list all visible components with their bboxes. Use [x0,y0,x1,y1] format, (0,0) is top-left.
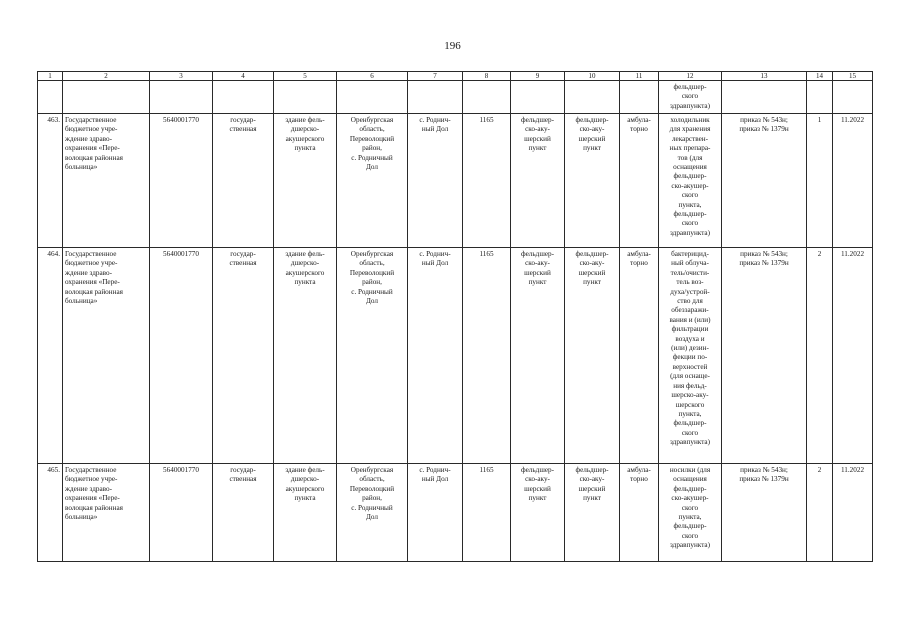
facility-type: фельдшер- ско-аку- шерский пункт [511,248,565,464]
equipment-name: носилки (для оснащения фельдшер- ско-акушер- ского пункта, фельдшер- ского здравпункта) [659,464,722,562]
facility-type-target: фельдшер- ско-аку- шерский пункт [565,464,620,562]
address: Оренбургская область, Переволоцкий район, с. Родничный Дол [337,248,408,464]
order-reference: приказ № 543н; приказ № 1379н [722,248,807,464]
care-form: амбула- торно [620,114,659,248]
row-number: 463. [38,114,63,248]
facility-type: фельдшер- ско-аку- шерский пункт [511,114,565,248]
table-row [38,464,873,562]
quantity: 2 [807,248,833,464]
ownership-form: государ- ственная [213,114,274,248]
column-number: 13 [722,72,807,81]
care-form: амбула- торно [620,464,659,562]
equipment-name: бактерицид- ный облуча- тель/очисти- тель воз- духа/устрой- ство для обеззаражи- вания и (или) фильтрации воздуха и (или) дезин- фекции по- верхностей (для оснаще- ния фельд- шерско-аку- шерского пункта, фельдшер- ского здравпункта) [659,248,722,464]
table-row [38,114,873,248]
facility-type-target: фельдшер- ско-аку- шерский пункт [565,114,620,248]
row-number: 465. [38,464,63,562]
column-number: 14 [807,72,833,81]
registry-table [37,71,873,562]
equipment-name: холодильник для хранения лекарствен- ных препара- тов (для оснащения фельдшер- ско-акушер- ского пункта, фельдшер- ского здравпункта) [659,114,722,248]
column-number: 8 [463,72,511,81]
table-row [38,248,873,464]
delivery-date: 11.2022 [833,114,873,248]
column-number: 5 [274,72,337,81]
population: 1165 [463,114,511,248]
column-number-row [38,72,873,81]
inn-value: 5640001770 [150,464,213,562]
delivery-date: 11.2022 [833,464,873,562]
order-reference: приказ № 543н; приказ № 1379н [722,464,807,562]
column-number: 2 [63,72,150,81]
organization-name: Государственное бюджетное учре- ждение здраво- охранения «Пере- волоцкая районная больница» [63,464,150,562]
quantity: 2 [807,464,833,562]
ownership-form: государ- ственная [213,248,274,464]
column-number: 6 [337,72,408,81]
page-number: 196 [444,40,461,52]
column-number: 9 [511,72,565,81]
delivery-date: 11.2022 [833,248,873,464]
column-number: 15 [833,72,873,81]
row-number: 464. [38,248,63,464]
building-type: здание фель- дшерско- акушерского пункта [274,248,337,464]
column-number: 10 [565,72,620,81]
settlement: с. Роднич- ный Дол [408,248,463,464]
address: Оренбургская область, Переволоцкий район, с. Родничный Дол [337,114,408,248]
column-number: 4 [213,72,274,81]
address: Оренбургская область, Переволоцкий район, с. Родничный Дол [337,464,408,562]
population: 1165 [463,464,511,562]
building-type: здание фель- дшерско- акушерского пункта [274,114,337,248]
equipment-continuation: фельдшер- ского здравпункта) [659,81,722,114]
quantity: 1 [807,114,833,248]
settlement: с. Роднич- ный Дол [408,114,463,248]
ownership-form: государ- ственная [213,464,274,562]
inn-value: 5640001770 [150,114,213,248]
column-number: 11 [620,72,659,81]
column-number: 7 [408,72,463,81]
population: 1165 [463,248,511,464]
organization-name: Государственное бюджетное учре- ждение здраво- охранения «Пере- волоцкая районная больница» [63,248,150,464]
care-form: амбула- торно [620,248,659,464]
facility-type: фельдшер- ско-аку- шерский пункт [511,464,565,562]
settlement: с. Роднич- ный Дол [408,464,463,562]
column-number: 3 [150,72,213,81]
column-number: 1 [38,72,63,81]
inn-value: 5640001770 [150,248,213,464]
continuation-row [38,81,873,114]
column-number: 12 [659,72,722,81]
facility-type-target: фельдшер- ско-аку- шерский пункт [565,248,620,464]
organization-name: Государственное бюджетное учре- ждение здраво- охранения «Пере- волоцкая районная больница» [63,114,150,248]
building-type: здание фель- дшерско- акушерского пункта [274,464,337,562]
order-reference: приказ № 543н; приказ № 1379н [722,114,807,248]
